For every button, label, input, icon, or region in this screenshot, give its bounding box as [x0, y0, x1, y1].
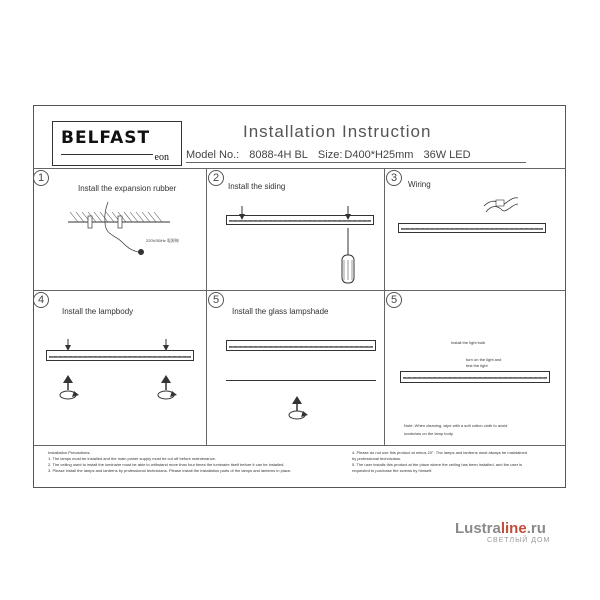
- step-number-3: 3: [386, 170, 402, 186]
- size-value: D400*H25mm: [344, 149, 414, 161]
- expansion-rubber-illustration: [60, 200, 200, 270]
- grid-col-1: [206, 168, 207, 445]
- step-number-2: 2: [208, 170, 224, 186]
- step-number-6: 5: [386, 292, 402, 308]
- power-note: 220V/50Hz 電源線: [146, 238, 179, 243]
- finished-lamp-bar: [400, 371, 550, 383]
- precautions-right: [352, 450, 562, 474]
- step-3-label: Wiring: [408, 180, 431, 189]
- precautions-title: Installation Precautions:: [48, 450, 91, 455]
- step-number-1: 1: [33, 170, 49, 186]
- cleaning-note-1: Note: When cleaning, wipe with a soft cotton cloth to avoid: [404, 423, 508, 428]
- watermark-main: Lustraline.ru: [455, 520, 546, 537]
- power-rating: 36W LED: [423, 149, 471, 161]
- siding-illustration: [226, 200, 376, 295]
- step-4-label: Install the lampbody: [62, 307, 134, 316]
- model-label: Model No.:: [186, 149, 240, 161]
- precaution-1: 1. The lamps must be installed and the main power supply must be cut off before maintenance.: [48, 456, 216, 461]
- precaution-5: 5. The user installs this product at the place where the ceiling has been installed, and the user is: [352, 462, 523, 467]
- wiring-connector-icon: [482, 190, 522, 220]
- grid-col-2: [384, 168, 385, 445]
- test-light-label-1: turn on the light and: [466, 357, 502, 362]
- glass-lampshade-bar: [226, 340, 376, 351]
- logo-divider: [61, 154, 153, 155]
- step-2-label: Install the siding: [228, 182, 286, 191]
- grid-row-bottom: [33, 445, 566, 446]
- rotate-arrow-icon: [285, 395, 315, 425]
- brand-subtitle: eon: [154, 152, 169, 163]
- step-5-label: Install the glass lampshade: [232, 307, 329, 316]
- grid-row-top: [33, 168, 566, 169]
- glass-panel-line: [226, 380, 376, 381]
- brand-logo: [52, 121, 182, 166]
- precautions-left: [48, 450, 298, 474]
- precaution-5b: requested to purchase the screws by himself.: [352, 468, 433, 473]
- model-value: 8088-4H BL: [249, 149, 308, 161]
- precaution-2: 2. The ceiling used to install the luminaire must be able to withstand more than four times the luminaire itself before it can be installed.: [48, 462, 285, 467]
- step-number-4: 4: [33, 292, 49, 308]
- size-label: Size:: [317, 149, 343, 161]
- precaution-4: 4. Please do not use this product at minus 20°. The lamps and lanterns must always be maintained: [352, 450, 527, 455]
- model-underline: [186, 162, 526, 163]
- cleaning-note-2: scratches on the lamp body: [404, 431, 453, 436]
- model-line: [186, 149, 481, 161]
- step-1-label: Install the expansion rubber: [78, 184, 177, 193]
- light-bulb-label: Install the light bulb: [451, 340, 486, 345]
- wiring-bar: [398, 223, 546, 233]
- watermark: [455, 520, 550, 544]
- lampbody-illustration: [46, 335, 196, 415]
- step-number-5: 5: [208, 292, 224, 308]
- watermark-sub: СВЕТЛЫЙ ДОМ: [487, 537, 551, 544]
- page-title: Installation Instruction: [243, 122, 432, 141]
- precaution-4b: by professional technicians.: [352, 456, 402, 461]
- precaution-3: 3. Please install the lamps and lanterns by professional technicians. Please install the installation parts of the lamps and lanterns in place.: [48, 468, 292, 473]
- brand-name: BELFAST: [61, 128, 151, 148]
- test-light-label-2: test the light: [466, 363, 488, 368]
